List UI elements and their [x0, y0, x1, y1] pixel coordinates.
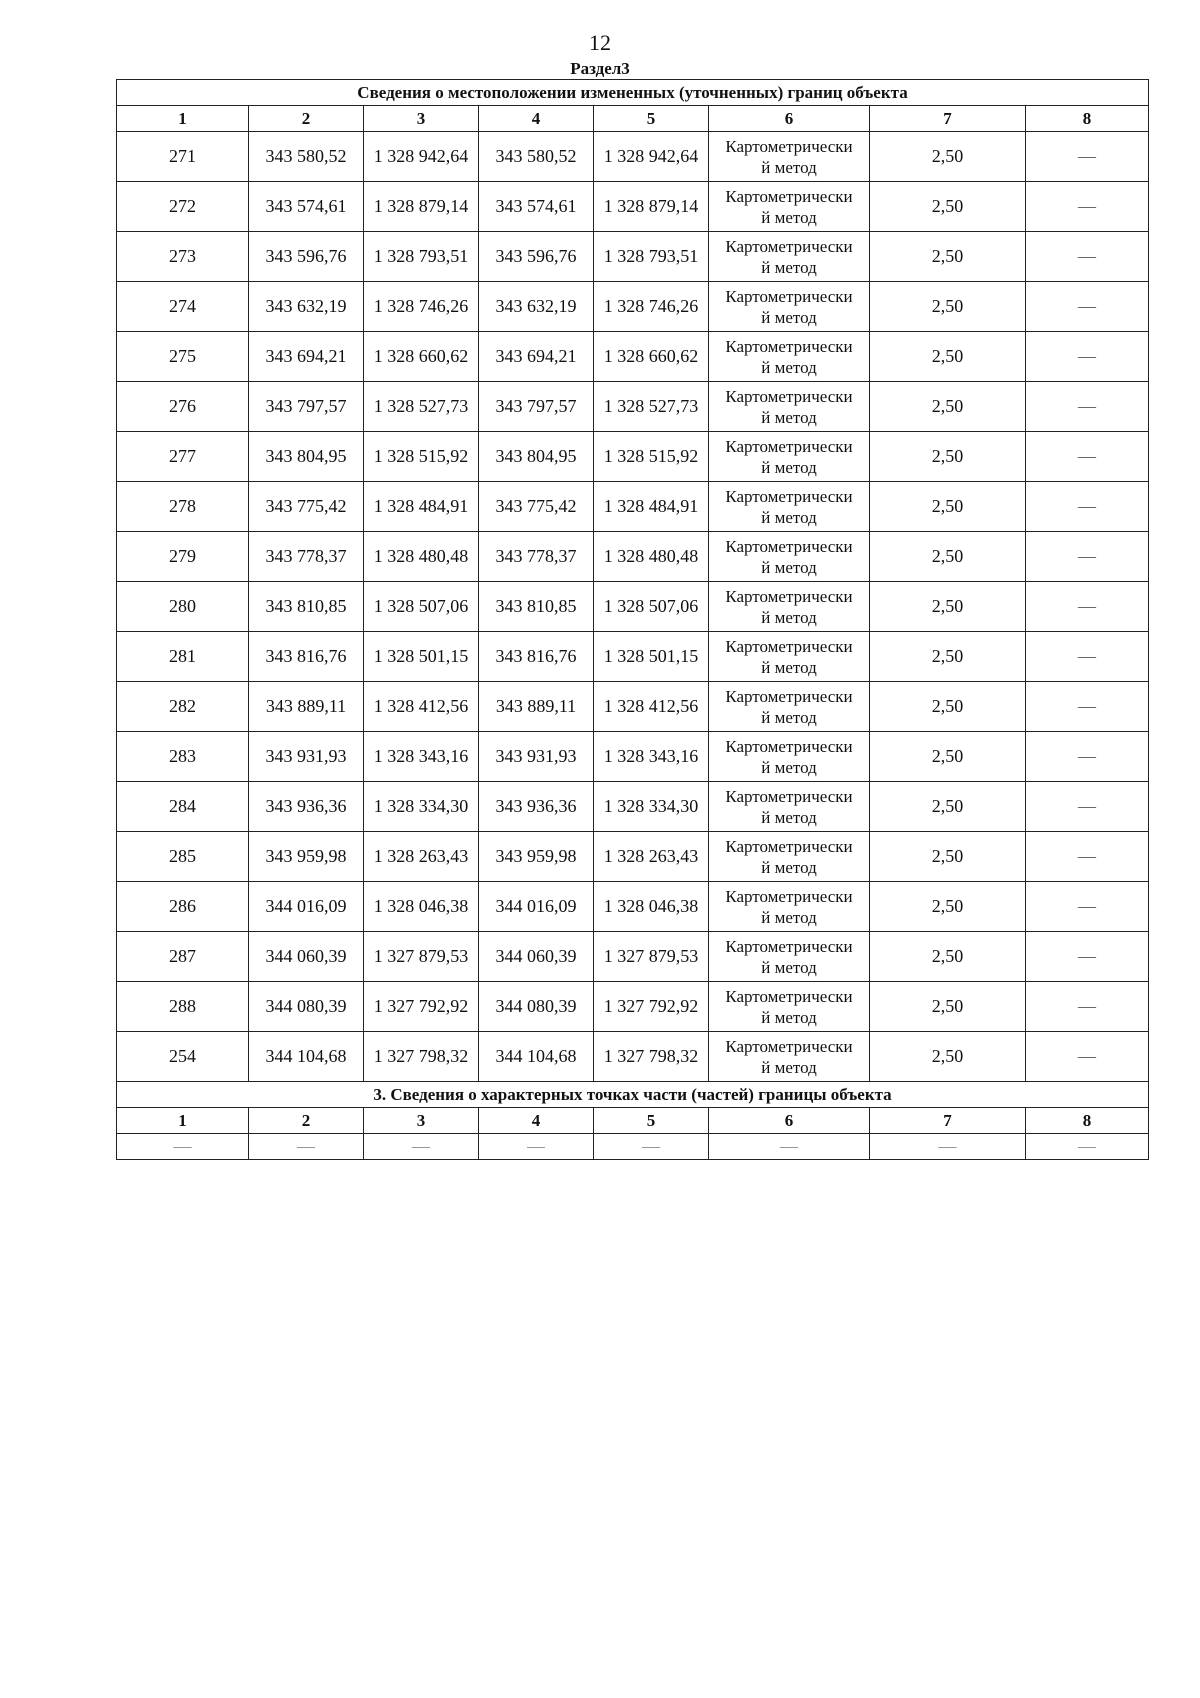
method-line-1: Картометрически [725, 986, 853, 1006]
cell-n: 271 [117, 132, 249, 182]
cell-x1: 343 580,52 [249, 132, 364, 182]
cell-y2: 1 328 412,56 [594, 682, 709, 732]
boundary-table [116, 79, 1149, 1160]
cell-x1: 343 775,42 [249, 482, 364, 532]
cell-y2: 1 328 507,06 [594, 582, 709, 632]
cell-y2: 1 328 046,38 [594, 882, 709, 932]
empty-cell: — [117, 1134, 249, 1160]
method-line-1: Картометрически [725, 136, 853, 156]
method-cell [709, 182, 870, 232]
method-line-2: й метод [761, 607, 817, 627]
cell-acc: 2,50 [870, 1032, 1026, 1082]
cell-x1: 344 060,39 [249, 932, 364, 982]
cell-n: 284 [117, 782, 249, 832]
cell-x2: 343 632,19 [479, 282, 594, 332]
cell-acc: 2,50 [870, 532, 1026, 582]
method-line-1: Картометрически [725, 686, 853, 706]
table-row [117, 382, 1149, 432]
cell-x2: 343 580,52 [479, 132, 594, 182]
cell-x2: 343 936,36 [479, 782, 594, 832]
table-row [117, 532, 1149, 582]
method-line-2: й метод [761, 357, 817, 377]
method-cell [709, 782, 870, 832]
cell-acc: 2,50 [870, 682, 1026, 732]
cell-x1: 344 080,39 [249, 982, 364, 1032]
column-header: 8 [1026, 1108, 1149, 1134]
cell-n: 285 [117, 832, 249, 882]
cell-note: — [1026, 932, 1149, 982]
cell-x1: 343 889,11 [249, 682, 364, 732]
cell-y1: 1 327 798,32 [364, 1032, 479, 1082]
method-line-1: Картометрически [725, 786, 853, 806]
method-line-1: Картометрически [725, 436, 853, 456]
method-line-1: Картометрически [725, 1036, 853, 1056]
column-header: 6 [709, 1108, 870, 1134]
cell-n: 276 [117, 382, 249, 432]
cell-y2: 1 328 942,64 [594, 132, 709, 182]
method-line-2: й метод [761, 507, 817, 527]
method-line-2: й метод [761, 807, 817, 827]
method-cell [709, 132, 870, 182]
cell-n: 275 [117, 332, 249, 382]
cell-x2: 344 104,68 [479, 1032, 594, 1082]
column-header: 2 [249, 1108, 364, 1134]
cell-x1: 343 797,57 [249, 382, 364, 432]
table-row [117, 682, 1149, 732]
cell-x1: 343 931,93 [249, 732, 364, 782]
cell-y1: 1 328 412,56 [364, 682, 479, 732]
cell-n: 278 [117, 482, 249, 532]
cell-note: — [1026, 1032, 1149, 1082]
cell-x2: 343 959,98 [479, 832, 594, 882]
cell-n: 287 [117, 932, 249, 982]
cell-acc: 2,50 [870, 582, 1026, 632]
cell-n: 279 [117, 532, 249, 582]
cell-y1: 1 327 879,53 [364, 932, 479, 982]
method-cell [709, 282, 870, 332]
column-header: 6 [709, 106, 870, 132]
method-line-1: Картометрически [725, 636, 853, 656]
cell-y1: 1 328 501,15 [364, 632, 479, 682]
cell-n: 274 [117, 282, 249, 332]
cell-x1: 343 959,98 [249, 832, 364, 882]
table-row [117, 832, 1149, 882]
cell-y2: 1 327 798,32 [594, 1032, 709, 1082]
cell-y1: 1 327 792,92 [364, 982, 479, 1032]
cell-y1: 1 328 484,91 [364, 482, 479, 532]
cell-acc: 2,50 [870, 932, 1026, 982]
cell-y1: 1 328 879,14 [364, 182, 479, 232]
cell-note: — [1026, 432, 1149, 482]
cell-n: 288 [117, 982, 249, 1032]
column-header: 7 [870, 106, 1026, 132]
cell-acc: 2,50 [870, 282, 1026, 332]
cell-note: — [1026, 582, 1149, 632]
cell-note: — [1026, 382, 1149, 432]
cell-acc: 2,50 [870, 882, 1026, 932]
cell-x1: 344 104,68 [249, 1032, 364, 1082]
cell-n: 282 [117, 682, 249, 732]
cell-x2: 343 804,95 [479, 432, 594, 482]
cell-y2: 1 328 334,30 [594, 782, 709, 832]
cell-y2: 1 327 792,92 [594, 982, 709, 1032]
method-cell [709, 432, 870, 482]
method-line-2: й метод [761, 757, 817, 777]
cell-x1: 343 596,76 [249, 232, 364, 282]
column-header: 5 [594, 106, 709, 132]
method-cell [709, 632, 870, 682]
method-line-1: Картометрически [725, 286, 853, 306]
column-header: 3 [364, 1108, 479, 1134]
method-line-1: Картометрически [725, 886, 853, 906]
empty-cell: — [479, 1134, 594, 1160]
cell-x2: 343 574,61 [479, 182, 594, 232]
cell-y2: 1 328 343,16 [594, 732, 709, 782]
column-header: 4 [479, 106, 594, 132]
method-line-2: й метод [761, 157, 817, 177]
cell-y2: 1 328 879,14 [594, 182, 709, 232]
method-cell [709, 682, 870, 732]
table1-caption-text: Сведения о местоположении измененных (уточненных) границ объекта [117, 80, 1149, 106]
cell-x1: 344 016,09 [249, 882, 364, 932]
method-line-2: й метод [761, 707, 817, 727]
table-row [117, 132, 1149, 182]
cell-n: 286 [117, 882, 249, 932]
cell-x1: 343 778,37 [249, 532, 364, 582]
table2-header-row [117, 1108, 1149, 1134]
method-line-2: й метод [761, 957, 817, 977]
table-row [117, 882, 1149, 932]
table-row [117, 982, 1149, 1032]
method-line-1: Картометрически [725, 736, 853, 756]
section-title: Раздел3 [570, 59, 630, 78]
cell-x1: 343 810,85 [249, 582, 364, 632]
table-row [117, 782, 1149, 832]
method-line-2: й метод [761, 1007, 817, 1027]
cell-acc: 2,50 [870, 332, 1026, 382]
method-line-1: Картометрически [725, 486, 853, 506]
cell-x2: 343 694,21 [479, 332, 594, 382]
method-line-2: й метод [761, 307, 817, 327]
cell-note: — [1026, 532, 1149, 582]
cell-note: — [1026, 982, 1149, 1032]
cell-x2: 343 778,37 [479, 532, 594, 582]
cell-y2: 1 328 484,91 [594, 482, 709, 532]
method-line-2: й метод [761, 857, 817, 877]
cell-y1: 1 328 263,43 [364, 832, 479, 882]
empty-cell: — [364, 1134, 479, 1160]
cell-x1: 343 694,21 [249, 332, 364, 382]
column-header: 3 [364, 106, 479, 132]
cell-x2: 343 931,93 [479, 732, 594, 782]
method-line-2: й метод [761, 207, 817, 227]
empty-cell: — [1026, 1134, 1149, 1160]
cell-y1: 1 328 660,62 [364, 332, 479, 382]
cell-acc: 2,50 [870, 782, 1026, 832]
cell-acc: 2,50 [870, 182, 1026, 232]
table1-header-row [117, 106, 1149, 132]
method-line-2: й метод [761, 1057, 817, 1077]
cell-x2: 343 797,57 [479, 382, 594, 432]
cell-acc: 2,50 [870, 632, 1026, 682]
cell-note: — [1026, 132, 1149, 182]
method-line-2: й метод [761, 457, 817, 477]
cell-y2: 1 328 480,48 [594, 532, 709, 582]
cell-note: — [1026, 782, 1149, 832]
cell-acc: 2,50 [870, 232, 1026, 282]
method-cell [709, 482, 870, 532]
cell-x2: 343 810,85 [479, 582, 594, 632]
empty-cell: — [870, 1134, 1026, 1160]
cell-n: 272 [117, 182, 249, 232]
cell-y2: 1 328 793,51 [594, 232, 709, 282]
cell-note: — [1026, 682, 1149, 732]
cell-n: 281 [117, 632, 249, 682]
method-cell [709, 332, 870, 382]
cell-y1: 1 328 046,38 [364, 882, 479, 932]
cell-y1: 1 328 507,06 [364, 582, 479, 632]
table-row [117, 232, 1149, 282]
method-line-2: й метод [761, 557, 817, 577]
cell-y1: 1 328 793,51 [364, 232, 479, 282]
method-line-1: Картометрически [725, 236, 853, 256]
method-cell [709, 882, 870, 932]
cell-y2: 1 328 515,92 [594, 432, 709, 482]
cell-y1: 1 328 334,30 [364, 782, 479, 832]
method-cell [709, 582, 870, 632]
cell-x2: 343 596,76 [479, 232, 594, 282]
method-cell [709, 932, 870, 982]
method-line-1: Картометрически [725, 936, 853, 956]
cell-y1: 1 328 942,64 [364, 132, 479, 182]
page-number: 12 [589, 30, 611, 55]
method-cell [709, 232, 870, 282]
cell-x2: 343 775,42 [479, 482, 594, 532]
method-line-1: Картометрически [725, 586, 853, 606]
cell-x2: 344 080,39 [479, 982, 594, 1032]
table-row [117, 932, 1149, 982]
table2-caption-text: 3. Сведения о характерных точках части (частей) границы объекта [117, 1082, 1149, 1108]
method-cell [709, 732, 870, 782]
method-line-1: Картометрически [725, 386, 853, 406]
method-line-2: й метод [761, 907, 817, 927]
cell-y1: 1 328 746,26 [364, 282, 479, 332]
cell-n: 273 [117, 232, 249, 282]
cell-acc: 2,50 [870, 482, 1026, 532]
cell-note: — [1026, 732, 1149, 782]
cell-n: 277 [117, 432, 249, 482]
table-row [117, 1032, 1149, 1082]
cell-acc: 2,50 [870, 982, 1026, 1032]
table-row [117, 582, 1149, 632]
method-cell [709, 832, 870, 882]
cell-y1: 1 328 515,92 [364, 432, 479, 482]
cell-acc: 2,50 [870, 382, 1026, 432]
cell-y2: 1 327 879,53 [594, 932, 709, 982]
column-header: 1 [117, 106, 249, 132]
cell-acc: 2,50 [870, 732, 1026, 782]
cell-note: — [1026, 232, 1149, 282]
column-header: 1 [117, 1108, 249, 1134]
cell-x2: 344 016,09 [479, 882, 594, 932]
column-header: 5 [594, 1108, 709, 1134]
cell-x1: 343 574,61 [249, 182, 364, 232]
method-cell [709, 982, 870, 1032]
cell-note: — [1026, 282, 1149, 332]
cell-x1: 343 816,76 [249, 632, 364, 682]
method-line-1: Картометрически [725, 336, 853, 356]
column-header: 8 [1026, 106, 1149, 132]
cell-y2: 1 328 501,15 [594, 632, 709, 682]
cell-x2: 343 816,76 [479, 632, 594, 682]
cell-n: 254 [117, 1032, 249, 1082]
cell-x2: 344 060,39 [479, 932, 594, 982]
column-header: 7 [870, 1108, 1026, 1134]
cell-y2: 1 328 527,73 [594, 382, 709, 432]
table-row [117, 282, 1149, 332]
cell-x1: 343 936,36 [249, 782, 364, 832]
cell-acc: 2,50 [870, 832, 1026, 882]
cell-note: — [1026, 882, 1149, 932]
method-line-1: Картометрически [725, 186, 853, 206]
method-line-1: Картометрически [725, 836, 853, 856]
empty-cell: — [709, 1134, 870, 1160]
cell-n: 280 [117, 582, 249, 632]
cell-note: — [1026, 632, 1149, 682]
cell-acc: 2,50 [870, 132, 1026, 182]
cell-y1: 1 328 527,73 [364, 382, 479, 432]
cell-note: — [1026, 182, 1149, 232]
method-cell [709, 1032, 870, 1082]
cell-n: 283 [117, 732, 249, 782]
table-row [117, 332, 1149, 382]
table-row [117, 632, 1149, 682]
cell-y1: 1 328 343,16 [364, 732, 479, 782]
column-header: 4 [479, 1108, 594, 1134]
table2-caption [117, 1082, 1149, 1108]
cell-x2: 343 889,11 [479, 682, 594, 732]
cell-y2: 1 328 263,43 [594, 832, 709, 882]
cell-note: — [1026, 832, 1149, 882]
cell-note: — [1026, 332, 1149, 382]
method-line-2: й метод [761, 257, 817, 277]
cell-x1: 343 632,19 [249, 282, 364, 332]
table-row [117, 432, 1149, 482]
table-body [117, 80, 1149, 1160]
column-header: 2 [249, 106, 364, 132]
method-cell [709, 382, 870, 432]
cell-acc: 2,50 [870, 432, 1026, 482]
method-line-2: й метод [761, 407, 817, 427]
cell-y2: 1 328 746,26 [594, 282, 709, 332]
empty-cell: — [594, 1134, 709, 1160]
empty-cell: — [249, 1134, 364, 1160]
method-cell [709, 532, 870, 582]
table-row [117, 1134, 1149, 1160]
method-line-2: й метод [761, 657, 817, 677]
table-row [117, 182, 1149, 232]
table-row [117, 482, 1149, 532]
cell-x1: 343 804,95 [249, 432, 364, 482]
method-line-1: Картометрически [725, 536, 853, 556]
table-row [117, 732, 1149, 782]
cell-note: — [1026, 482, 1149, 532]
cell-y1: 1 328 480,48 [364, 532, 479, 582]
table1-caption [117, 80, 1149, 106]
cell-y2: 1 328 660,62 [594, 332, 709, 382]
